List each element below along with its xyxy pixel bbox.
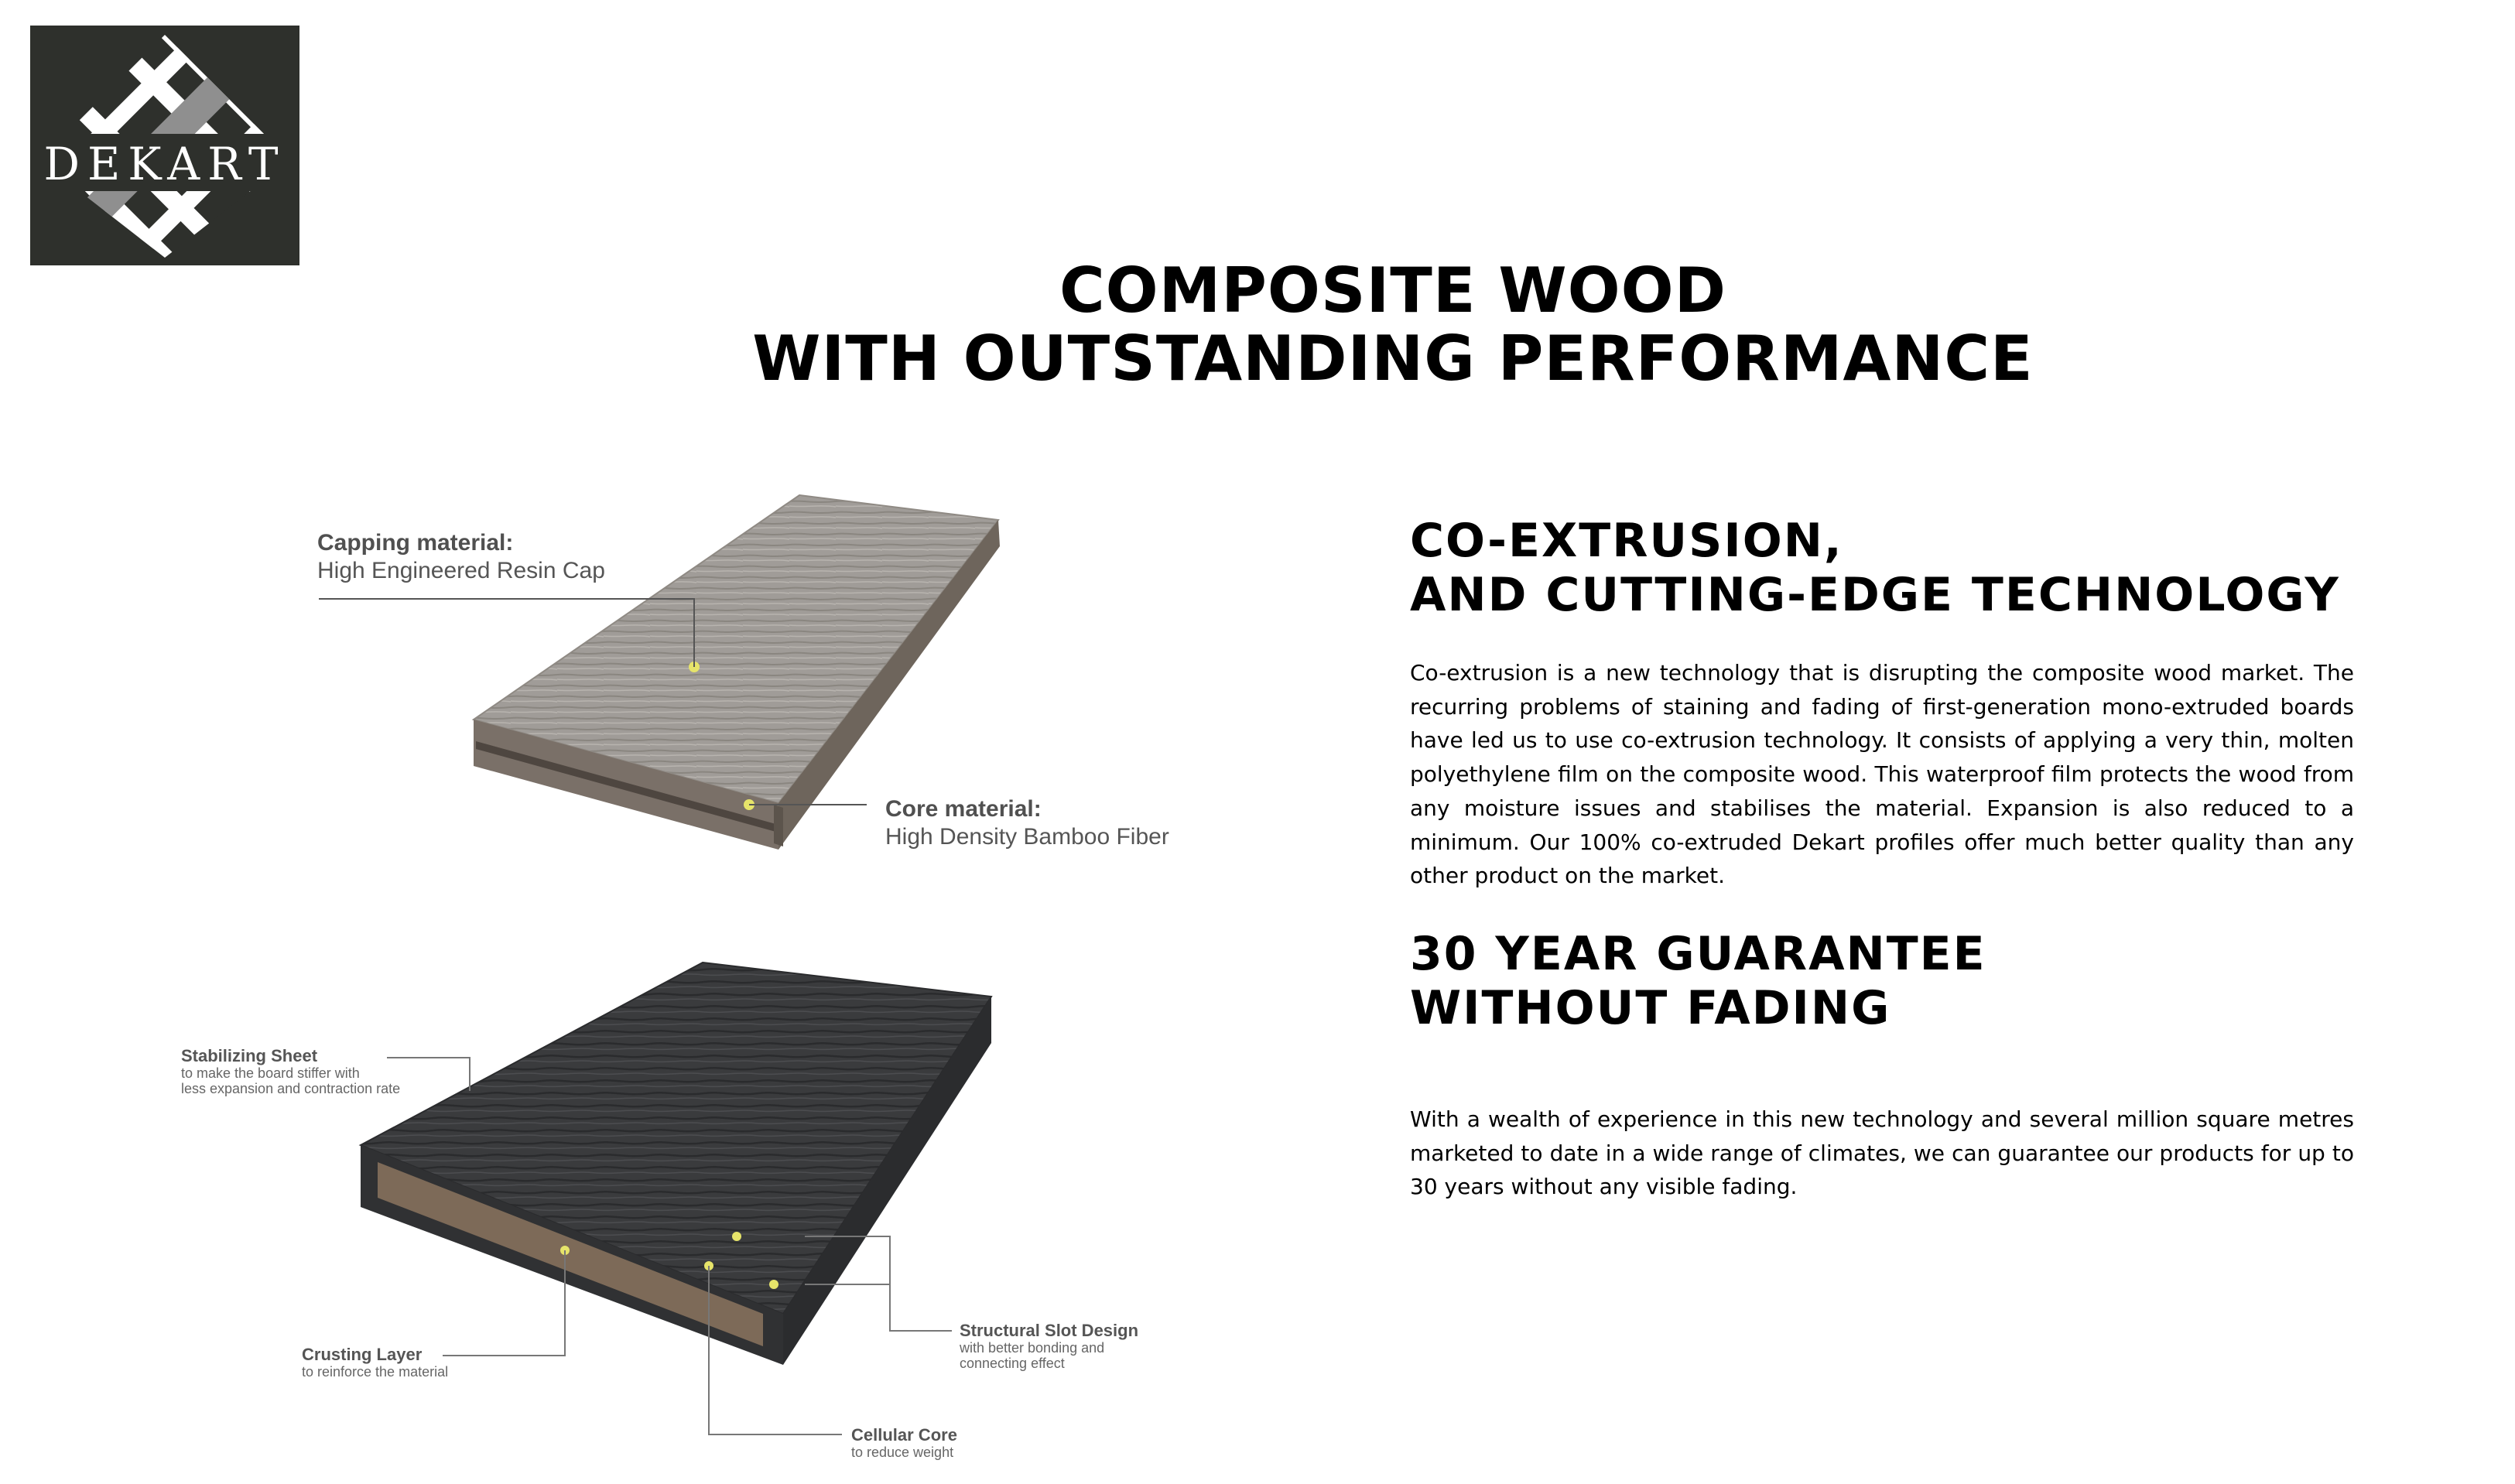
stabilizing-desc-2: less expansion and contraction rate (181, 1081, 401, 1096)
cellular-label: Cellular Core (851, 1425, 957, 1445)
core-desc: High Density Bamboo Fiber (885, 824, 1169, 850)
page-title-line-2: WITH OUTSTANDING PERFORMANCE (752, 323, 2034, 395)
core-label: Core material: (885, 796, 1042, 822)
stabilizing-desc-1: to make the board stiffer with (181, 1065, 360, 1081)
section-coextrusion-heading-line-1: CO-EXTRUSION, (1410, 514, 1843, 568)
section-coextrusion-heading (1410, 514, 2416, 622)
crusting-desc: to reinforce the material (302, 1364, 449, 1380)
section-guarantee-heading-line-1: 30 YEAR GUARANTEE (1410, 927, 1986, 981)
slot-desc-1: with better bonding and (960, 1340, 1105, 1356)
section-guarantee-body: With a wealth of experience in this new technology and several million square metres marketed to date in a wide range of climates, we can guarantee our products for up to 30 years without any visible fading. (1410, 1106, 2354, 1200)
slot-desc-2: connecting effect (960, 1356, 1065, 1371)
crusting-label: Crusting Layer (302, 1345, 423, 1364)
section-guarantee-heading-line-2: WITHOUT FADING (1410, 981, 1891, 1035)
section-coextrusion-heading-line-2: AND CUTTING-EDGE TECHNOLOGY (1410, 568, 2340, 622)
slot-marker-dot-1 (732, 1232, 741, 1241)
page-title-line-1: COMPOSITE WOOD (1059, 255, 1727, 327)
logo-text: DEKART (43, 138, 286, 190)
section-guarantee-heading (1410, 927, 2416, 1035)
capping-desc: High Engineered Resin Cap (317, 558, 605, 583)
slot-label: Structural Slot Design (960, 1321, 1139, 1340)
slot-marker-dot-2 (769, 1280, 778, 1289)
cross-section-board-image (361, 963, 991, 1365)
stabilizing-label: Stabilizing Sheet (181, 1046, 318, 1065)
cellular-desc: to reduce weight (851, 1445, 954, 1460)
capping-label: Capping material: (317, 530, 514, 556)
section-coextrusion-body: Co-extrusion is a new technology that is disrupting the composite wood market. The recurring problems of staining and fading of first-generation mono-extruded boards have led us to use co-extrusion technology. It consists of applying a very thin, molten polyethylene film on the composite wood. This waterproof film protects the wood from any moisture issues and stabilises the material. Expansion is also reduced to a minimum. Our 100% co-extruded Dekart profiles offer much better quality than any other product on the market. (1410, 660, 2354, 889)
